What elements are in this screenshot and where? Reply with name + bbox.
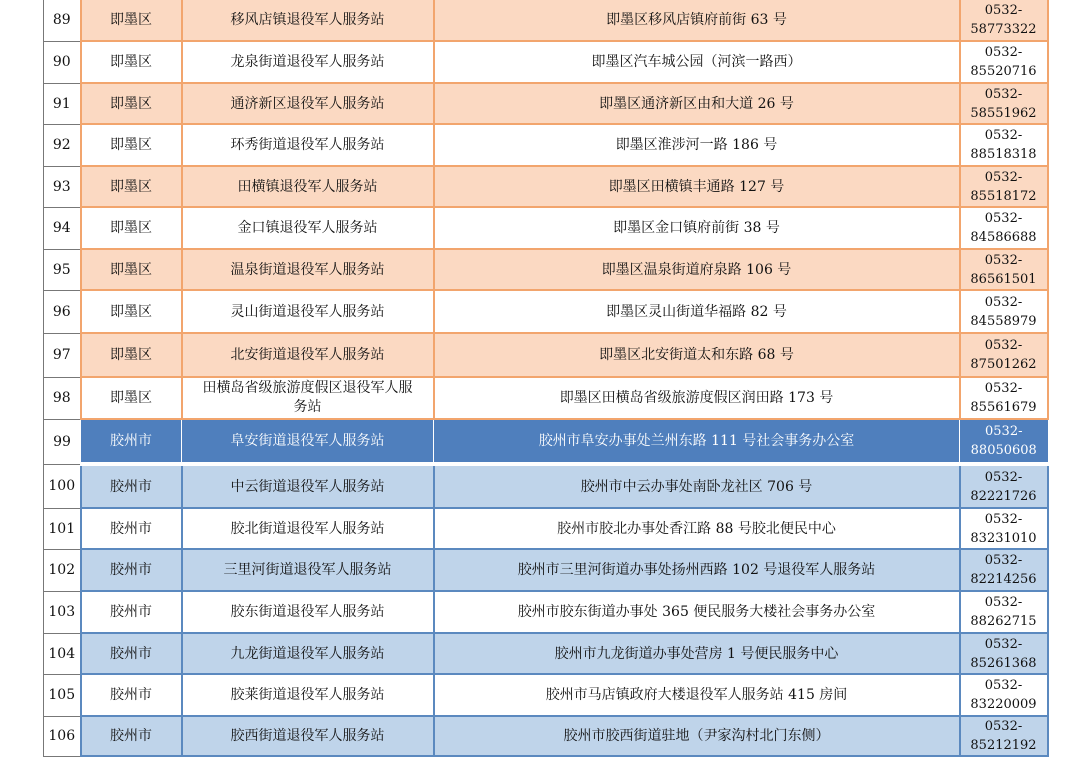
- phone-area-code: 0532-: [984, 169, 1023, 185]
- phone-number: 84558979: [970, 313, 1037, 329]
- phone-number: 84586688: [970, 230, 1037, 245]
- phone-number: 85561679: [970, 400, 1037, 415]
- phone-area-code: 0532-: [984, 211, 1023, 226]
- phone-area-code: 0532-: [984, 678, 1023, 693]
- address-cell: 即墨区通济新区由和大道 26 号: [434, 83, 960, 124]
- row-number-cell: 96: [44, 290, 81, 333]
- station-name-cell: [182, 377, 434, 419]
- row-number-cell: 98: [44, 377, 81, 419]
- phone-number: 85261368: [970, 655, 1037, 671]
- table-row: [44, 333, 1048, 377]
- table-row: [44, 591, 1048, 633]
- phone-area-code: 0532-: [984, 338, 1023, 353]
- district-cell: 胶州市: [81, 716, 182, 756]
- station-name-cell: 环秀街道退役军人服务站: [182, 124, 434, 166]
- station-name-cell: 金口镇退役军人服务站: [182, 207, 434, 249]
- address-cell: 即墨区汽车城公园（河滨一路西）: [434, 41, 960, 83]
- district-cell: 即墨区: [81, 333, 182, 377]
- phone-area-code: 0532-: [984, 719, 1023, 734]
- address-cell: 胶州市阜安办事处兰州东路 111 号社会事务办公室: [434, 419, 960, 464]
- phone-area-code: 0532-: [984, 86, 1023, 102]
- phone-cell: [960, 249, 1048, 290]
- district-cell: 胶州市: [81, 633, 182, 674]
- table-row: [44, 83, 1048, 124]
- phone-cell: [960, 591, 1048, 633]
- phone-cell: [960, 464, 1048, 508]
- station-name-cell: 中云街道退役军人服务站: [182, 464, 434, 508]
- district-cell: 即墨区: [81, 290, 182, 333]
- table-row: [44, 166, 1048, 207]
- address-cell: 即墨区温泉街道府泉路 106 号: [434, 249, 960, 290]
- phone-number: 88518318: [970, 147, 1037, 162]
- address-cell: 即墨区田横岛省级旅游度假区润田路 173 号: [434, 377, 960, 419]
- row-number-cell: 99: [44, 419, 81, 464]
- address-cell: 胶州市胶北办事处香江路 88 号胶北便民中心: [434, 508, 960, 549]
- address-cell: 即墨区田横镇丰通路 127 号: [434, 166, 960, 207]
- station-name-cell: 阜安街道退役军人服务站: [182, 419, 434, 464]
- row-number-cell: 106: [44, 716, 81, 756]
- table-row: [44, 508, 1048, 549]
- phone-area-code: 0532-: [984, 128, 1023, 143]
- phone-area-code: 0532-: [984, 469, 1023, 485]
- station-name-cell: 胶北街道退役军人服务站: [182, 508, 434, 549]
- row-number-cell: 90: [44, 41, 81, 83]
- table-row: [44, 124, 1048, 166]
- address-cell: 胶州市三里河街道办事处扬州西路 102 号退役军人服务站: [434, 549, 960, 591]
- table-row: [44, 549, 1048, 591]
- district-cell: 即墨区: [81, 377, 182, 419]
- phone-cell: [960, 41, 1048, 83]
- phone-cell: [960, 549, 1048, 591]
- district-cell: 即墨区: [81, 166, 182, 207]
- table-row: [44, 207, 1048, 249]
- district-cell: 胶州市: [81, 508, 182, 549]
- phone-number: 85212192: [970, 738, 1037, 753]
- district-cell: 即墨区: [81, 207, 182, 249]
- address-cell: 胶州市中云办事处南卧龙社区 706 号: [434, 464, 960, 508]
- station-name-cell: 田横镇退役军人服务站: [182, 166, 434, 207]
- phone-cell: [960, 674, 1048, 716]
- phone-area-code: 0532-: [984, 511, 1023, 527]
- row-number-cell: 97: [44, 333, 81, 377]
- phone-number: 82214256: [970, 572, 1037, 587]
- district-cell: 胶州市: [81, 419, 182, 464]
- phone-number: 85518172: [970, 188, 1037, 204]
- row-number-cell: 102: [44, 549, 81, 591]
- phone-cell: [960, 0, 1048, 41]
- station-name-cell: 温泉街道退役军人服务站: [182, 249, 434, 290]
- district-cell: 即墨区: [81, 0, 182, 41]
- row-number-cell: 101: [44, 508, 81, 549]
- address-cell: 即墨区金口镇府前街 38 号: [434, 207, 960, 249]
- phone-area-code: 0532-: [984, 553, 1023, 568]
- phone-cell: [960, 83, 1048, 124]
- table-row: [44, 419, 1048, 464]
- station-name-cell: 胶西街道退役军人服务站: [182, 716, 434, 756]
- table-row: [44, 633, 1048, 674]
- station-name-cell: 龙泉街道退役军人服务站: [182, 41, 434, 83]
- phone-cell: [960, 124, 1048, 166]
- service-station-table: [43, 0, 1049, 757]
- phone-area-code: 0532-: [984, 595, 1023, 610]
- station-name-cell: 三里河街道退役军人服务站: [182, 549, 434, 591]
- row-number-cell: 89: [44, 0, 81, 41]
- row-number-cell: 100: [44, 464, 81, 508]
- row-number-cell: 104: [44, 633, 81, 674]
- phone-cell: [960, 290, 1048, 333]
- address-cell: 即墨区北安街道太和东路 68 号: [434, 333, 960, 377]
- phone-cell: [960, 508, 1048, 549]
- station-name-cell: 胶莱街道退役军人服务站: [182, 674, 434, 716]
- row-number-cell: 93: [44, 166, 81, 207]
- district-cell: 胶州市: [81, 549, 182, 591]
- table-row: [44, 716, 1048, 756]
- station-name-cell: 移风店镇退役军人服务站: [182, 0, 434, 41]
- address-cell: 胶州市马店镇政府大楼退役军人服务站 415 房间: [434, 674, 960, 716]
- district-cell: 即墨区: [81, 83, 182, 124]
- station-name-cell: 通济新区退役军人服务站: [182, 83, 434, 124]
- phone-number: 83231010: [970, 530, 1037, 546]
- table-row: [44, 377, 1048, 419]
- row-number-cell: 95: [44, 249, 81, 290]
- station-name-cell: 灵山街道退役军人服务站: [182, 290, 434, 333]
- table-body: [44, 0, 1048, 756]
- address-cell: 胶州市胶西街道驻地（尹家沟村北门东侧）: [434, 716, 960, 756]
- phone-area-code: 0532-: [984, 45, 1023, 60]
- district-cell: 胶州市: [81, 464, 182, 508]
- phone-area-code: 0532-: [984, 294, 1023, 310]
- address-cell: 即墨区淮涉河一路 186 号: [434, 124, 960, 166]
- phone-area-code: 0532-: [985, 424, 1023, 439]
- phone-area-code: 0532-: [984, 381, 1023, 396]
- phone-cell: [960, 207, 1048, 249]
- phone-cell: [960, 333, 1048, 377]
- address-cell: 即墨区灵山街道华福路 82 号: [434, 290, 960, 333]
- phone-number: 85520716: [970, 64, 1037, 79]
- district-cell: 即墨区: [81, 124, 182, 166]
- phone-cell: [960, 377, 1048, 419]
- station-name-cell: 九龙街道退役军人服务站: [182, 633, 434, 674]
- phone-area-code: 0532-: [984, 636, 1023, 652]
- row-number-cell: 103: [44, 591, 81, 633]
- row-number-cell: 92: [44, 124, 81, 166]
- phone-number: 82221726: [970, 488, 1037, 504]
- row-number-cell: 91: [44, 83, 81, 124]
- station-name-line: 田横岛省级旅游度假区退役军人服: [202, 380, 413, 396]
- phone-number: 58773322: [970, 22, 1037, 37]
- phone-number: 58551962: [970, 105, 1037, 121]
- phone-area-code: 0532-: [984, 3, 1023, 18]
- table-row: [44, 41, 1048, 83]
- phone-cell: [960, 166, 1048, 207]
- address-cell: 即墨区移风店镇府前街 63 号: [434, 0, 960, 41]
- phone-area-code: 0532-: [984, 252, 1023, 268]
- district-cell: 胶州市: [81, 591, 182, 633]
- table-row: [44, 674, 1048, 716]
- district-cell: 即墨区: [81, 249, 182, 290]
- row-number-cell: 94: [44, 207, 81, 249]
- phone-number: 88050608: [970, 443, 1037, 458]
- phone-number: 83220009: [970, 697, 1037, 712]
- station-name-cell: 北安街道退役军人服务站: [182, 333, 434, 377]
- table-row: [44, 249, 1048, 290]
- address-cell: 胶州市胶东街道办事处 365 便民服务大楼社会事务办公室: [434, 591, 960, 633]
- station-name-line: 务站: [293, 399, 322, 415]
- table-row: [44, 464, 1048, 508]
- table-row: [44, 0, 1048, 41]
- phone-cell: [960, 419, 1048, 464]
- phone-cell: [960, 716, 1048, 756]
- phone-number: 87501262: [970, 357, 1037, 372]
- address-cell: 胶州市九龙街道办事处营房 1 号便民服务中心: [434, 633, 960, 674]
- phone-number: 88262715: [970, 614, 1037, 629]
- phone-cell: [960, 633, 1048, 674]
- row-number-cell: 105: [44, 674, 81, 716]
- table-row: [44, 290, 1048, 333]
- phone-number: 86561501: [970, 271, 1037, 287]
- district-cell: 胶州市: [81, 674, 182, 716]
- district-cell: 即墨区: [81, 41, 182, 83]
- station-name-cell: 胶东街道退役军人服务站: [182, 591, 434, 633]
